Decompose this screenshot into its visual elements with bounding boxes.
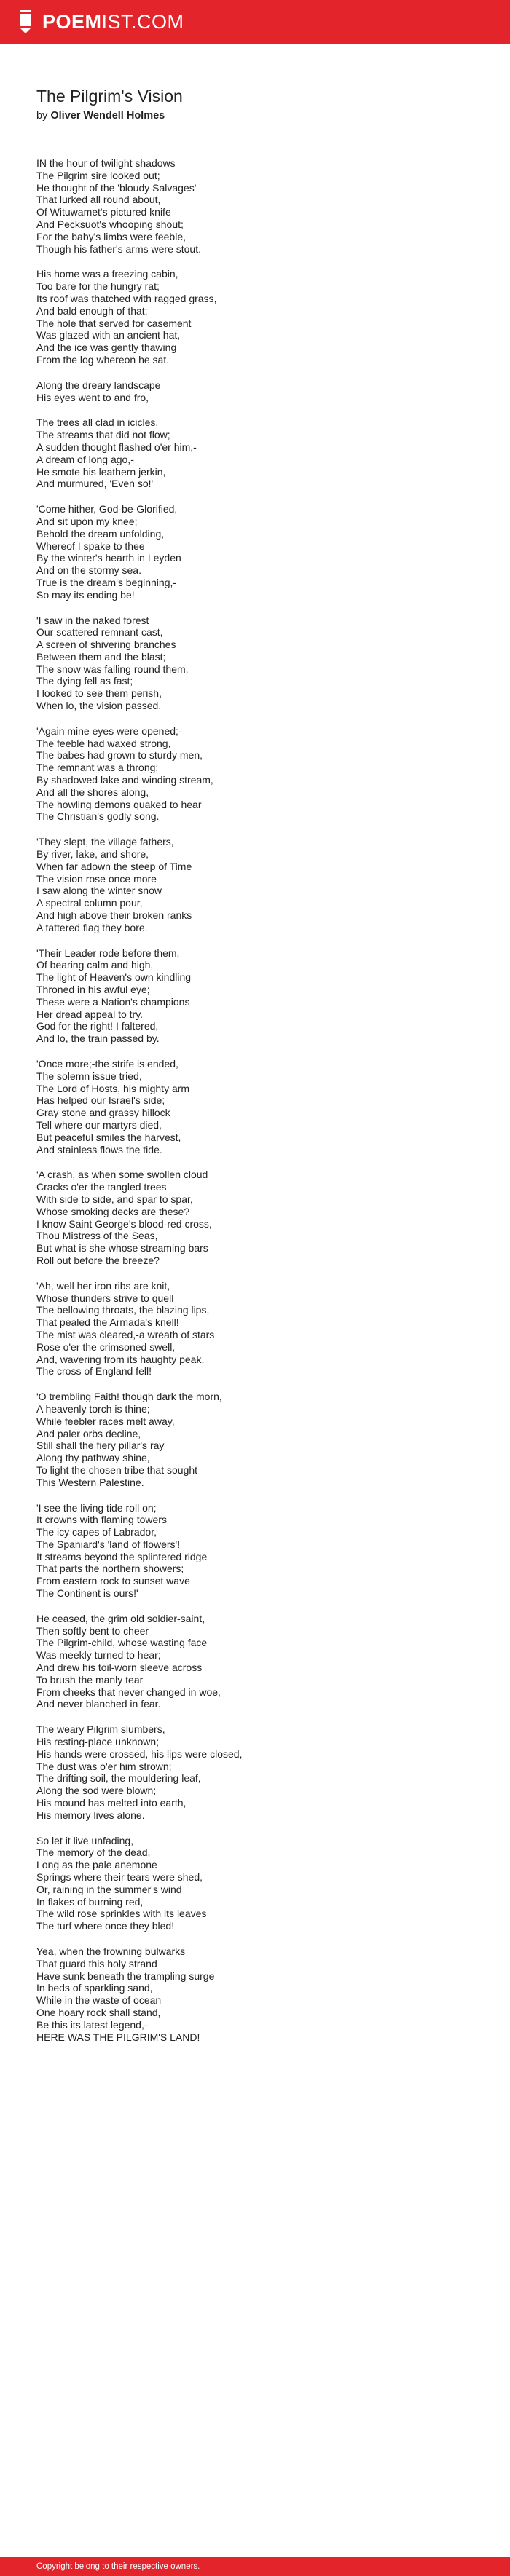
poem-line: So let it live unfading, [36,1834,134,1846]
poem-line: That lurked all round about, [36,194,161,206]
poem-line: A tattered flag they bore. [36,921,148,933]
byline [36,108,474,123]
poem-line: So may its ending be! [36,588,135,601]
poem-line: I saw along the winter snow [36,885,162,897]
stanza [36,1835,474,1932]
poem-line: One hoary rock shall stand, [36,2006,161,2018]
poem-line: The drifting soil, the mouldering leaf, [36,1772,201,1785]
poem-line: The cross of England fell! [36,1365,152,1378]
poem-line: A dream of long ago,- [36,453,134,465]
poem-line: But what is she whose streaming bars [36,1242,208,1255]
poem-line: Cracks o'er the tangled trees [36,1181,167,1193]
poem-line: Along the sod were blown; [36,1785,157,1797]
author-link[interactable]: Oliver Wendell Holmes [50,110,165,122]
poem-line: The Pilgrim-child, whose wasting face [36,1637,208,1649]
poem-line: The wild rose sprinkles with its leaves [36,1908,207,1920]
poem-line: The hole that served for casement [36,317,192,329]
poem-line: His home was a freezing cabin, [36,268,178,280]
poem-line: The turf where once they bled! [36,1920,175,1932]
poem-line: Tell where our martyrs died, [36,1118,162,1131]
poem-line: It crowns with flaming towers [36,1514,167,1526]
poem-line: Roll out before the breeze? [36,1254,160,1266]
poem-line: He smote his leathern jerkin, [36,465,166,478]
copyright-text: Copyright belong to their respective owners. [36,2562,200,2571]
poem-line: Springs where their tears were shed, [36,1871,203,1884]
poem-line: Of Wituwamet's pictured knife [36,206,171,218]
poem-line: The dust was o'er him strown; [36,1760,172,1772]
poem-line: And lo, the train passed by. [36,1032,160,1045]
poem-line: HERE WAS THE PILGRIM'S LAND! [36,2031,200,2043]
poem-line: By river, lake, and shore, [36,848,149,861]
poem-line: In beds of sparkling sand, [36,1982,153,1994]
poem-line: 'Ah, well her iron ribs are knit, [36,1279,170,1292]
poem-line: I looked to see them perish, [36,687,162,700]
stanza [36,1058,474,1155]
poem-line: That parts the northern showers; [36,1562,184,1575]
poem-line: Rose o'er the crimsoned swell, [36,1340,176,1353]
poem-line: 'Again mine eyes were opened;- [36,724,182,737]
poem-line: Was meekly turned to hear; [36,1649,161,1662]
stanza [36,503,474,601]
poem-line: From eastern rock to sunset wave [36,1575,190,1587]
stanza [36,836,474,933]
poem-line: His hands were crossed, his lips were closed, [36,1747,243,1760]
poem-line: Though his father's arms were stout. [36,242,201,255]
stanza [36,947,474,1045]
poem-line: God for the right! I faltered, [36,1020,159,1032]
poem-line: Behold the dream unfolding, [36,527,165,540]
poem-line: Thou Mistress of the Seas, [36,1230,158,1242]
stanza [36,1723,474,1821]
poem-line: 'Once more;-the strife is ended, [36,1058,178,1070]
poem-line: Or, raining in the summer's wind [36,1883,182,1895]
poem-line: The feeble had waxed strong, [36,737,171,749]
poem-line: Of bearing calm and high, [36,959,154,971]
poem-line: The solemn issue tried, [36,1070,142,1082]
stanza [36,1502,474,1600]
poem-line: I know Saint George's blood-red cross, [36,1217,212,1230]
poem-line: 'O trembling Faith! though dark the morn, [36,1391,222,1403]
poem-line: The remnant was a throng; [36,762,159,774]
poem-line: The Lord of Hosts, his mighty arm [36,1082,190,1094]
poem-line: He thought of the 'bloudy Salvages' [36,181,197,194]
poem-line: Whose smoking decks are these? [36,1205,190,1217]
logo-text-rest: IST.COM [101,10,184,33]
poem-line: This Western Palestine. [36,1476,144,1488]
poem-line: His resting-place unknown; [36,1736,160,1748]
poem-line: To light the chosen tribe that sought [36,1463,198,1476]
poem-line: A screen of shivering branches [36,639,176,651]
poem-line: Whose thunders strive to quell [36,1292,174,1304]
poem-line: His memory lives alone. [36,1809,145,1821]
poem-line: The memory of the dead, [36,1846,151,1859]
stanza [36,268,474,366]
poem-line: Long as the pale anemone [36,1859,157,1871]
footer [0,2557,510,2576]
poem-line: Its roof was thatched with ragged grass, [36,292,217,304]
pencil-icon [16,9,35,34]
poem-line: The Continent is ours!' [36,1587,138,1600]
logo-text [42,11,184,33]
stanza [36,1169,474,1266]
byline-prefix: by [36,110,48,122]
poem-line: And, wavering from its haughty peak, [36,1353,205,1365]
stanza [36,416,474,490]
poem-line: 'Come hither, God-be-Glorified, [36,503,178,515]
poem-line: The Spaniard's 'land of flowers'! [36,1538,181,1550]
poem-line: Have sunk beneath the trampling surge [36,1969,215,1982]
poem-line: A heavenly torch is thine; [36,1402,150,1415]
poem-line: From the log whereon he sat. [36,353,170,366]
poem-line: Along the dreary landscape [36,379,161,391]
poem-line: Our scattered remnant cast, [36,626,163,639]
poem-line: To brush the manly tear [36,1673,144,1686]
top-bar [0,0,510,44]
poem-title: The Pilgrim's Vision [36,87,183,106]
poem-line: But peaceful smiles the harvest, [36,1131,181,1143]
poem-line: Whereof I spake to thee [36,540,145,552]
poem-line: And sit upon my knee; [36,515,138,527]
stanza [36,379,474,404]
poem-line: Her dread appeal to try. [36,1008,144,1020]
poem-line: And all the shores along, [36,786,149,798]
poem-body [36,157,474,2043]
logo-text-bold: POEM [42,10,102,33]
poem-line: 'I saw in the naked forest [36,614,149,626]
poem-line: It streams beyond the splintered ridge [36,1550,208,1562]
poem-line: Has helped our Israel's side; [36,1094,165,1107]
poem-line: Be this its latest legend,- [36,2018,148,2031]
poem-line: Throned in his awful eye; [36,984,150,996]
poem-line: And murmured, 'Even so!' [36,478,154,490]
poem-line: Along thy pathway shine, [36,1452,150,1464]
poem-line: Between them and the blast; [36,650,166,663]
stanza [36,1945,474,2043]
stanza [36,157,474,255]
poem-line: His mound has melted into earth, [36,1797,187,1809]
poem-line: 'Their Leader rode before them, [36,947,180,959]
poem-line: True is the dream's beginning,- [36,576,177,588]
stanza [36,1391,474,1488]
poem-line: 'I see the living tide roll on; [36,1501,157,1514]
poem-line: The howling demons quaked to hear [36,798,202,810]
poem-line: Then softly bent to cheer [36,1624,149,1637]
poem-line: The mist was cleared,-a wreath of stars [36,1328,215,1340]
poem-container [36,86,474,2056]
poem-line: A spectral column pour, [36,897,143,909]
poem-line: And on the stormy sea. [36,564,141,577]
stanza [36,1613,474,1710]
poem-line: Still shall the fiery pillar's ray [36,1439,165,1452]
poem-line: By the winter's hearth in Leyden [36,552,181,564]
poem-line: And stainless flows the tide. [36,1143,162,1155]
poem-line: And drew his toil-worn sleeve across [36,1662,203,1674]
poem-line: When lo, the vision passed. [36,700,162,712]
poem-line: Yea, when the frowning bulwarks [36,1945,186,1957]
stanza [36,725,474,823]
poem-line: By shadowed lake and winding stream, [36,774,213,786]
poem-line: While in the waste of ocean [36,1994,162,2007]
poem-line: The babes had grown to sturdy men, [36,749,203,762]
poem-line: IN the hour of twilight shadows [36,157,176,169]
poem-line: And Pecksuot's whooping shout; [36,218,184,230]
poem-line: A sudden thought flashed o'er him,- [36,440,197,453]
poem-line: With side to side, and spar to spar, [36,1193,193,1205]
site-logo[interactable] [16,9,184,34]
poem-line: The snow was falling round them, [36,663,189,675]
poem-line: The bellowing throats, the blazing lips, [36,1304,210,1316]
stanza [36,1280,474,1378]
stanza [36,615,474,712]
poem-line: The streams that did not flow; [36,429,170,441]
poem-line: Was glazed with an ancient hat, [36,329,181,341]
poem-line: Too bare for the hungry rat; [36,280,160,293]
poem-line: Gray stone and grassy hillock [36,1107,170,1119]
poem-line: When far adown the steep of Time [36,860,192,872]
poem-line: The dying fell as fast; [36,675,133,687]
poem-line: The Christian's godly song. [36,810,160,823]
poem-line: In flakes of burning red, [36,1895,144,1908]
poem-line: That pealed the Armada's knell! [36,1316,179,1329]
poem-line: The weary Pilgrim slumbers, [36,1723,165,1736]
poem-line: And bald enough of that; [36,304,148,317]
poem-line: The icy capes of Labrador, [36,1526,157,1538]
poem-line: And paler orbs decline, [36,1427,141,1439]
poem-line: He ceased, the grim old soldier-saint, [36,1612,205,1624]
poem-line: The light of Heaven's own kindling [36,971,192,984]
poem-line: And the ice was gently thawing [36,341,177,354]
poem-line: And never blanched in fear. [36,1698,161,1710]
poem-line: His eyes went to and fro, [36,391,149,403]
poem-line: 'They slept, the village fathers, [36,836,174,848]
poem-line: While feebler races melt away, [36,1415,175,1427]
poem-line: 'A crash, as when some swollen cloud [36,1169,208,1181]
poem-line: The vision rose once more [36,872,157,885]
poem-line: For the baby's limbs were feeble, [36,230,186,242]
poem-line: That guard this holy strand [36,1957,157,1969]
poem-line: From cheeks that never changed in woe, [36,1686,221,1698]
poem-line: These were a Nation's champions [36,995,190,1008]
poem-line: The trees all clad in icicles, [36,416,159,429]
poem-line: And high above their broken ranks [36,909,192,922]
poem-line: The Pilgrim sire looked out; [36,169,160,181]
